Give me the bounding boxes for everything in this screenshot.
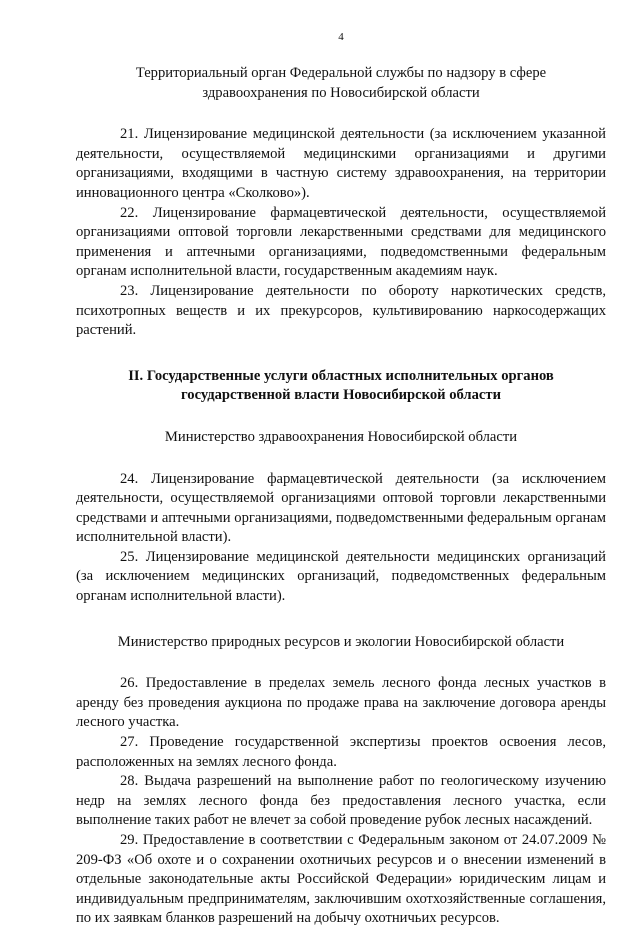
- federal-body-title-line1: Территориальный орган Федеральной службы по надзору в сфере: [135, 65, 547, 81]
- federal-body-title-line2: здравоохранения по Новосибирской области: [202, 84, 480, 101]
- health-ministry-title: Министерство здравоохранения Новосибирской области: [164, 428, 518, 445]
- item-28: 28. Выдача разрешений на выполнение работ по геологическому изучению недр на землях лесного фонда без предоставления лесного участка, если выполнение таких работ не влечет за собой проведение рубок лесных насаждений.: [76, 773, 606, 829]
- item-21: 21. Лицензирование медицинской деятельности (за исключением указанной деятельности, осуществляемой медицинскими организациями и другими организациями, входящими в частную систему здравоохранения, на территории инновационного центра «Сколково»).: [76, 126, 606, 201]
- nature-ministry-title: Министерство природных ресурсов и экологии Новосибирской области: [117, 633, 565, 650]
- item-29: 29. Предоставление в соответствии с Федеральным законом от 24.07.2009 № 209-ФЗ «Об охоте и о сохранении охотничьих ресурсов и о внесении изменений в отдельные законодательные акты Российской Федерации» юридическим лицам и индивидуальным предпринимателям, заключившим охотхозяйственные соглашения, по их заявкам бланков разрешений на добычу охотничьих ресурсов.: [76, 832, 606, 927]
- item-25: 25. Лицензирование медицинской деятельности медицинских организаций (за исключением медицинских организаций, подведомственных федеральным органам исполнительной власти).: [76, 548, 606, 605]
- federal-body-title: [76, 64, 606, 103]
- page-number: 4: [338, 31, 344, 43]
- item-23: 23. Лицензирование деятельности по обороту наркотических средств, психотропных веществ и их прекурсоров, культивированию наркосодержащих растений.: [76, 282, 606, 339]
- part-two-title-line1: II. Государственные услуги областных исполнительных органов: [128, 367, 554, 384]
- item-27: 27. Проведение государственной экспертизы проектов освоения лесов, расположенных на землях лесного фонда.: [76, 734, 606, 770]
- part-two-title-line2: государственной власти Новосибирской области: [181, 387, 501, 404]
- item-24: 24. Лицензирование фармацевтической деятельности (за исключением деятельности, осуществляемой организациями оптовой торговли лекарственными средствами и аптечными организациями, подведомственными федеральным органам исполнительной власти).: [76, 470, 606, 546]
- part-two-title: [76, 367, 606, 406]
- item-26: 26. Предоставление в пределах земель лесного фонда лесных участков в аренду без проведения аукциона по продаже права на заключение договора аренды лесного участка.: [76, 675, 606, 731]
- item-22: 22. Лицензирование фармацевтической деятельности, осуществляемой организациями оптовой торговли лекарственными средствами для медицинского применения и аптечными организациями, подведомственными федеральным органам исполнительной власти, государственным академиям наук.: [76, 204, 606, 280]
- document-page: [76, 30, 606, 929]
